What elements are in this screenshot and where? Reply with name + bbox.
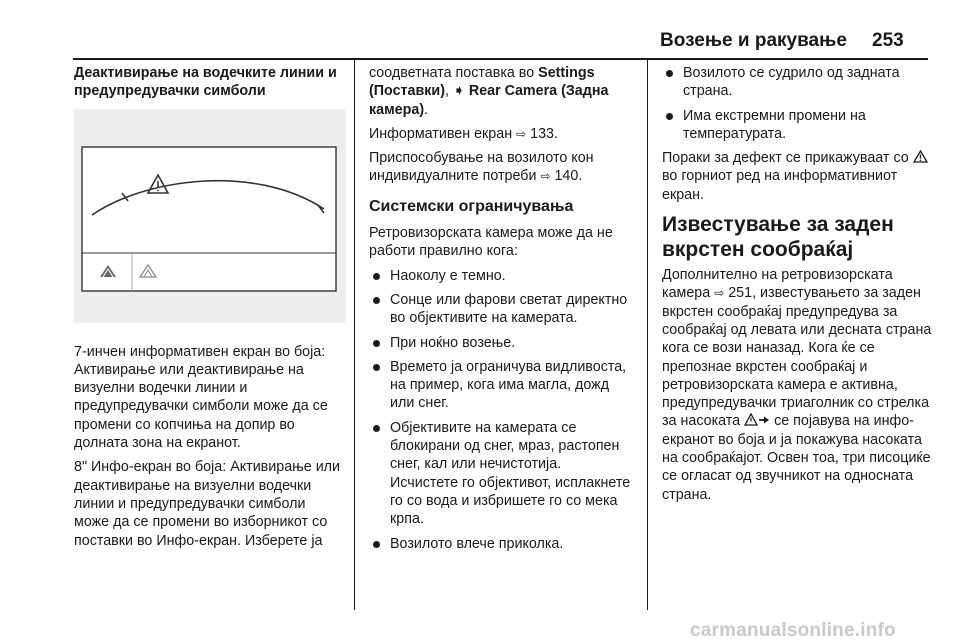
list-item	[662, 107, 934, 144]
camera-screen-figure	[74, 109, 346, 323]
page-reference: 140.	[554, 168, 583, 185]
list-item-text: При ноќно возење.	[390, 334, 516, 351]
page-reference-icon: ⇨	[714, 286, 725, 301]
bullet-icon	[373, 273, 380, 280]
text: ,	[444, 83, 453, 100]
page-reference: 133.	[530, 125, 558, 142]
text: Дополнително на ретровизорската камера	[662, 267, 893, 302]
column-2	[369, 64, 633, 559]
text: се појавува на инфо-екранот во боја и ја покажува насоката на сообраќајот. Освен тоа, три писоциќе се огласат од звучникот на односната страна.	[662, 413, 931, 503]
list-item	[369, 535, 633, 553]
page-number: 253	[872, 30, 904, 51]
text: .	[424, 101, 429, 118]
page-reference: 251	[728, 285, 753, 302]
subsection-heading: Деактивирање на водечките линии и предупредувачки симболи	[74, 65, 337, 100]
section-heading-system-limitations: Системски ограничувања	[369, 197, 574, 215]
reference-info-display	[369, 125, 633, 143]
list-item	[662, 64, 934, 101]
section-heading-rear-cross-traffic: Известување за заден вкрстен сообраќај	[662, 213, 894, 262]
text: Пораки за дефект се прикажуваат со	[662, 150, 913, 167]
column-1	[74, 64, 344, 556]
list-item-text: Времето ја ограничува видливоста, на пример, кога има магла, дожд или снег.	[390, 358, 627, 412]
limitations-intro: Ретровизорската камера може да не работи правилно кога:	[369, 225, 613, 260]
text: соодветната поставка во	[369, 65, 539, 81]
list-item-text: Возилото се судрило од задната страна.	[683, 65, 900, 100]
list-item	[369, 291, 633, 328]
list-item-text: Има екстремни промени на температурата.	[683, 107, 866, 142]
bullet-icon	[373, 364, 380, 371]
bullet-icon	[666, 70, 673, 77]
running-title: Возење и ракување	[660, 30, 847, 51]
paragraph-8inch: 8" Инфо-екран во боја: Активирање или деактивирање на визуелни водечки линии и предупредувачки симболи може да се промени во изборникот со поставки во Инфо-екран. Изберете ја	[74, 459, 341, 549]
column-divider-2	[647, 60, 648, 610]
text: Информативен екран	[369, 125, 517, 142]
cross-traffic-warning-icon	[744, 413, 770, 426]
limitations-list-continued	[662, 64, 934, 143]
warning-triangle-icon	[913, 150, 928, 163]
page-reference-icon: ⇨	[540, 169, 551, 184]
column-divider-1	[354, 60, 355, 610]
text: во горниот ред на информативниот екран.	[662, 168, 898, 203]
rear-camera-menu-label: Rear Camera (Задна камера)	[369, 83, 609, 118]
arrow-right-icon: ➧	[452, 83, 469, 100]
list-item-text: Возилото влече приколка.	[390, 535, 564, 552]
list-item	[369, 334, 633, 352]
column-3	[662, 64, 934, 510]
fault-message-paragraph	[662, 149, 934, 204]
reference-personalisation	[369, 149, 633, 186]
bullet-icon	[373, 340, 380, 347]
list-item-text: Наоколу е темно.	[390, 267, 506, 284]
bullet-icon	[373, 425, 380, 432]
page-header	[0, 0, 960, 60]
settings-menu-label: Settings (Поставки)	[369, 65, 595, 100]
list-item	[369, 419, 633, 529]
rear-cross-traffic-paragraph	[662, 266, 934, 504]
list-item	[369, 358, 633, 413]
header-rule	[73, 58, 928, 60]
list-item-text: Објективите на камерата се блокирани од снег, мраз, растопен снег, кал или нечистотија. Исчистете го објективот, исплакнете го со вода и избришете го со мека крпа.	[390, 419, 631, 528]
bullet-icon	[373, 297, 380, 304]
text: , известувањето за заден вкрстен сообраќај предупредува за сообраќај од левата или десната страна кога се вози наназад. Кога ќе се препознае вкрстен сообраќај и ретровизорската камера е активна, предупредувачки триаголник со стрелка за насоката	[662, 285, 932, 430]
bullet-icon	[666, 113, 673, 120]
list-item-text: Сонце или фарови светат директно во објективите на камерата.	[390, 291, 628, 327]
watermark: carmanualsonline.info	[690, 620, 896, 641]
list-item	[369, 267, 633, 285]
paragraph-7inch: 7-инчен информативен екран во боја: Активирање или деактивирање на визуелни водечки линии и предупредувачки симболи може да се промени со копчињa на допир во долната зона на екранот.	[74, 343, 328, 452]
limitations-list	[369, 267, 633, 553]
bullet-icon	[373, 541, 380, 548]
text: Приспособување на возилото кон индивидуалните потреби	[369, 150, 594, 185]
page-reference-icon: ⇨	[516, 126, 527, 141]
camera-screen-illustration	[74, 109, 346, 323]
paragraph-settings-path	[369, 64, 633, 119]
